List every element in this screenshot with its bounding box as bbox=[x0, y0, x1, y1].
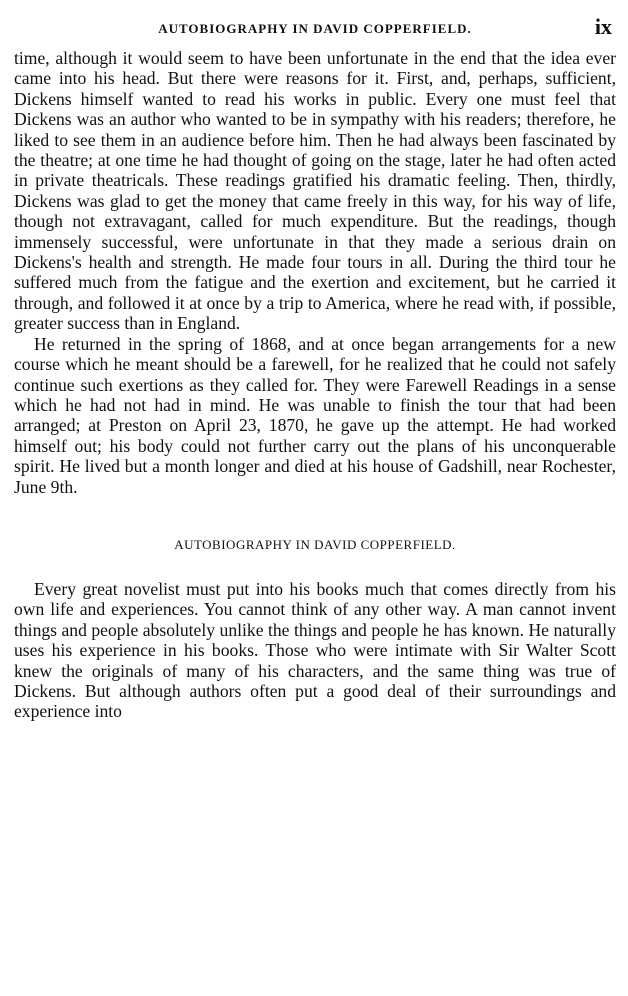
page-number: ix bbox=[594, 14, 612, 39]
body-text bbox=[14, 48, 616, 722]
paragraph: He returned in the spring of 1868, and at once began arrangements for a new course which he meant should be a farewell, for he realized that he could not safely continue such exertions as they called for. They were Farewell Readings in a sense which he had not had in mind. He was unable to finish the tour that had been arranged; at Preston on April 23, 1870, he gave up the attempt. He had worked himself out; his body could not further carry out the plans of his unconquerable spirit. He lived but a month longer and died at his house of Gadshill, near Rochester, June 9th. bbox=[14, 333, 616, 497]
section-heading: AUTOBIOGRAPHY IN DAVID COPPERFIELD. bbox=[174, 536, 456, 552]
running-head bbox=[14, 0, 616, 48]
paragraph-continued: time, although it would seem to have been unfortunate in the end that the idea ever came into his head. But there were reasons for it. First, and, perhaps, sufficient, Dickens himself wanted to read his works in public. Every one must feel that Dickens was an author who wanted to be in sympathy with his readers; therefore, he liked to see them in an audience before him. Then he had always been fascinated by the theatre; at one time he had thought of going on the stage, later he had often acted in private theatricals. These readings gratified his dramatic feeling. Then, thirdly, Dickens was glad to get the money that came freely in this way, for his way of life, though not extravagant, called for much expenditure. But the readings, though immensely successful, were unfortunate in that they made a serious drain on Dickens's health and strength. He made four tours in all. During the third tour he suffered much from the fatigue and the exertion and excitement, but he carried it through, and followed it at once by a trip to America, where he read with, if possible, greater success than in England. bbox=[14, 48, 616, 334]
paragraph: Every great novelist must put into his books much that comes directly from his own life and experiences. You cannot think of any other way. A man cannot invent things and people absolutely unlike the things and people he has known. He naturally uses his experience in his books. Those who were intimate with Sir Walter Scott knew the originals of many of his characters, and the same thing was true of Dickens. But although authors often put a good deal of their surroundings and experience into bbox=[14, 578, 616, 722]
running-title: AUTOBIOGRAPHY IN DAVID COPPERFIELD. bbox=[158, 21, 472, 36]
